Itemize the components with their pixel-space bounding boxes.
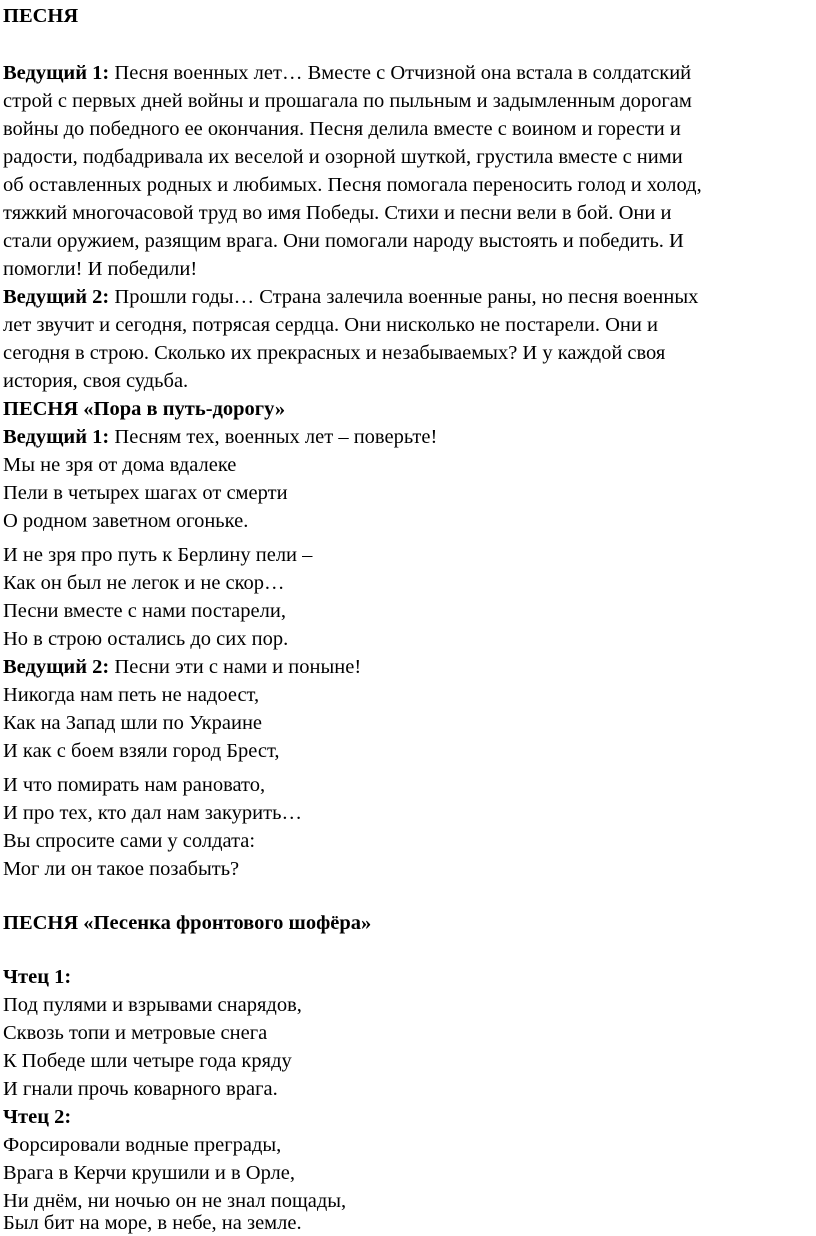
verse-line: И что помирать нам рановато, (3, 774, 266, 796)
verse-line (3, 654, 361, 680)
verse-line: Врага в Керчи крушили и в Орле, (3, 1162, 296, 1184)
verse-line: Никогда нам петь не надоест, (3, 684, 260, 706)
paragraph-line: помогли! И победили! (3, 258, 198, 280)
verse-line: И не зря про путь к Берлину пели – (3, 544, 313, 566)
verse-text: Песни эти с нами и поныне! (114, 656, 362, 678)
song-heading: ПЕСНЯ «Пора в путь-дорогу» (3, 398, 286, 420)
paragraph-line: лет звучит и сегодня, потрясая сердца. Они нисколько не постарели. Они и (3, 314, 658, 336)
verse-line: Как он был не легок и не скор… (3, 572, 285, 594)
paragraph-line: сегодня в строю. Сколько их прекрасных и незабываемых? И у каждой своя (3, 342, 666, 364)
paragraph-line: войны до победного ее окончания. Песня делила вместе с воином и горести и (3, 118, 681, 140)
verse-line: К Победе шли четыре года кряду (3, 1050, 292, 1072)
verse-line: И как с боем взяли город Брест, (3, 740, 280, 762)
paragraph-text: Прошли годы… Страна залечила военные раны, но песня военных (114, 286, 699, 308)
paragraph-line: об оставленных родных и любимых. Песня помогала переносить голод и холод, (3, 174, 702, 196)
verse-line: Как на Запад шли по Украине (3, 712, 263, 734)
document-title: ПЕСНЯ (3, 5, 79, 27)
speaker-label: Ведущий 1: (3, 426, 110, 448)
verse-text: Песням тех, военных лет – поверьте! (114, 426, 438, 448)
verse-line: Был бит на море, в небе, на земле. (3, 1212, 302, 1234)
verse-line: Но в строю остались до сих пор. (3, 628, 289, 650)
paragraph-line: история, своя судьба. (3, 370, 189, 392)
speaker-label: Ведущий 2: (3, 286, 110, 308)
paragraph-line (3, 60, 691, 86)
verse-line (3, 424, 437, 450)
verse-line: Мы не зря от дома вдалеке (3, 454, 237, 476)
verse-line: Вы спросите сами у солдата: (3, 830, 256, 852)
paragraph-line (3, 284, 698, 310)
verse-line: О родном заветном огоньке. (3, 510, 249, 532)
paragraph-line: стали оружием, разящим врага. Они помогали народу выстоять и победить. И (3, 230, 684, 252)
speaker-label: Чтец 2: (3, 1106, 72, 1128)
verse-line: И про тех, кто дал нам закурить… (3, 802, 302, 824)
verse-line: Пели в четырех шагах от смерти (3, 482, 288, 504)
verse-line: Сквозь топи и метровые снега (3, 1022, 268, 1044)
verse-line: Мог ли он такое позабыть? (3, 858, 240, 880)
verse-line: Форсировали водные преграды, (3, 1134, 282, 1156)
paragraph-line: радости, подбадривала их веселой и озорной шуткой, грустила вместе с ними (3, 146, 683, 168)
song-heading: ПЕСНЯ «Песенка фронтового шофёра» (3, 912, 372, 934)
paragraph-line: тяжкий многочасовой труд во имя Победы. Стихи и песни вели в бой. Они и (3, 202, 672, 224)
paragraph-text: Песня военных лет… Вместе с Отчизной она встала в солдатский (114, 62, 692, 84)
verse-line: Под пулями и взрывами снарядов, (3, 994, 302, 1016)
speaker-label: Ведущий 2: (3, 656, 110, 678)
verse-line: Песни вместе с нами постарели, (3, 600, 286, 622)
paragraph-line: строй с первых дней войны и прошагала по пыльным и задымленным дорогам (3, 90, 692, 112)
speaker-label: Ведущий 1: (3, 62, 110, 84)
verse-line: Ни днём, ни ночью он не знал пощады, (3, 1190, 347, 1212)
speaker-label: Чтец 1: (3, 966, 72, 988)
verse-line: И гнали прочь коварного врага. (3, 1078, 278, 1100)
